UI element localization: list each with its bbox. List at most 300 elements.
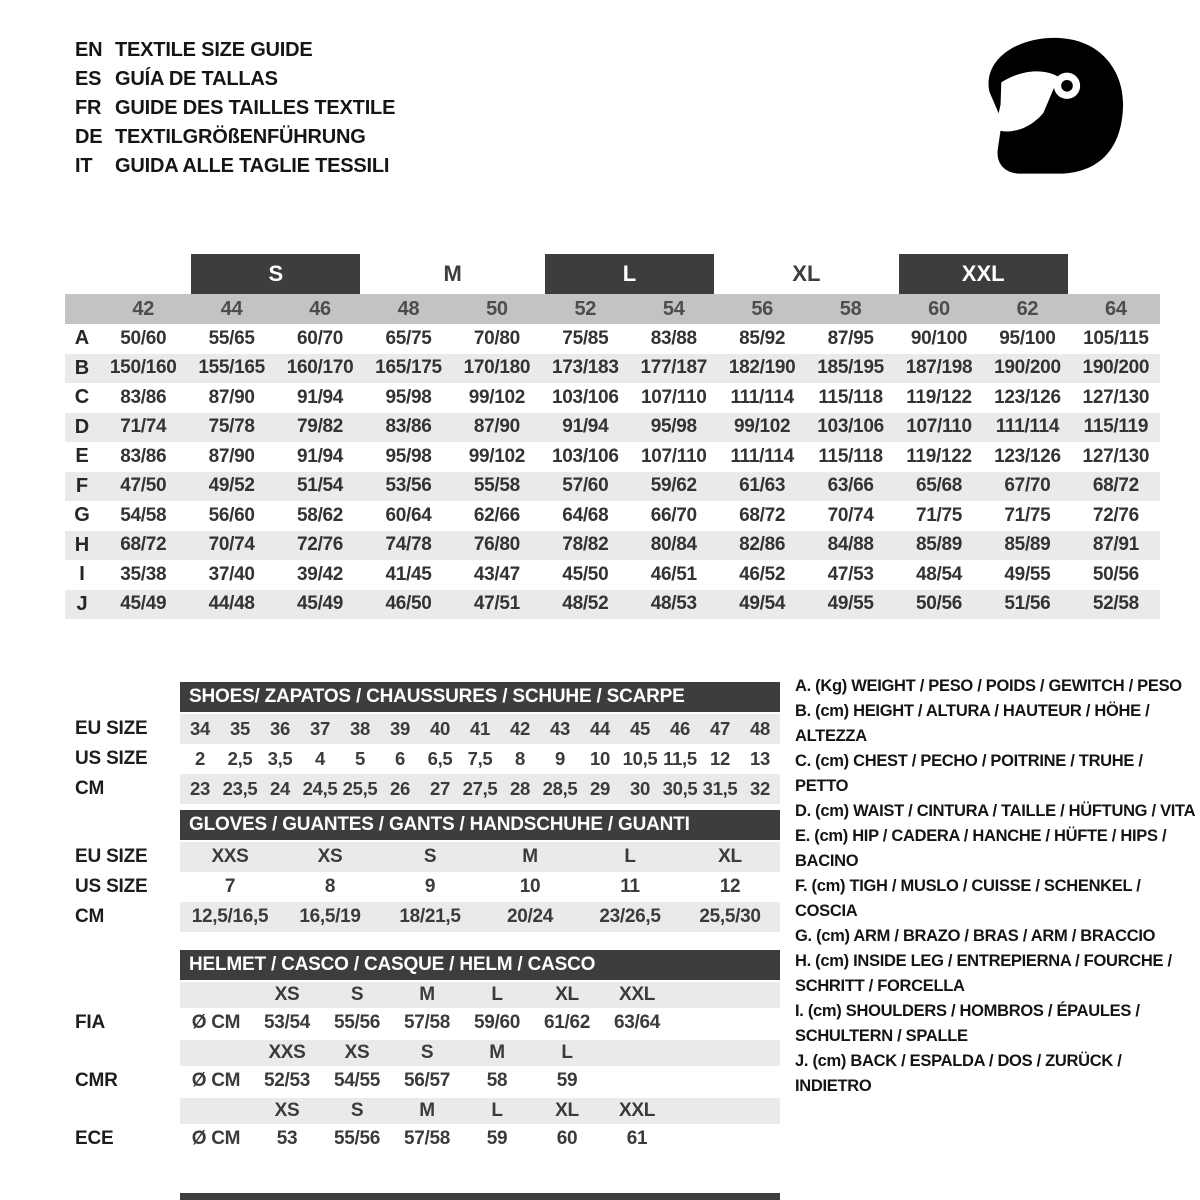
cell-value: 4: [315, 748, 325, 769]
cell-value: S: [420, 1042, 434, 1063]
language-row: [75, 65, 395, 94]
legend-line: D. (cm) WAIST / CINTURA / TAILLE / HÜFTUNG / VITA: [795, 802, 1196, 820]
size-value: 64/68: [562, 504, 609, 526]
row-values: [180, 1066, 780, 1096]
size-value: 95/100: [999, 327, 1056, 349]
cell-value: 31,5: [702, 778, 738, 799]
guide-title: GUIDE DES TAILLES TEXTILE: [115, 97, 396, 119]
helmet-standard-row: [75, 1066, 780, 1096]
cell-value: XS: [344, 1042, 370, 1063]
size-group-xl: [718, 254, 895, 294]
size-value: 45/50: [562, 563, 609, 585]
cell-value: 47: [710, 718, 730, 739]
language-row: [75, 123, 395, 152]
size-value: 170/180: [463, 357, 531, 379]
cell-value: 9: [555, 748, 565, 769]
cell-value: 44: [590, 718, 610, 739]
cell-value: 5: [355, 748, 365, 769]
helmet-size-row: [75, 982, 780, 1008]
gloves-header-row: [75, 810, 780, 840]
size-value: 80/84: [650, 534, 697, 556]
size-value: 48/52: [562, 593, 609, 615]
size-value: 47/51: [473, 593, 520, 615]
cell-value: 28,5: [542, 778, 578, 799]
apparel-row-a: [65, 324, 1160, 354]
size-value: 87/90: [473, 416, 520, 438]
size-value: 46/50: [385, 593, 432, 615]
cell-value: 57/58: [403, 1128, 451, 1149]
gloves-section-title: GLOVES / GUANTES / GANTS / HANDSCHUHE / GUANTI: [180, 810, 780, 840]
size-value: 68/72: [1092, 475, 1139, 497]
size-value: 61/63: [739, 475, 786, 497]
size-value: 70/74: [827, 504, 874, 526]
size-value: 115/118: [818, 386, 883, 408]
cell-value: 11: [620, 876, 640, 897]
size-value: 43/47: [473, 563, 520, 585]
cell-value: 57/58: [403, 1012, 451, 1033]
size-value: 105/115: [1083, 327, 1149, 349]
cell-value: 24,5: [302, 778, 338, 799]
size-group-m: [364, 254, 541, 294]
cell-value: 16,5/19: [299, 906, 361, 927]
gloves-rows: [75, 842, 780, 932]
size-value: 71/74: [120, 416, 167, 438]
size-value: 187/198: [905, 357, 973, 379]
helmet-standard-row: [75, 1008, 780, 1038]
size-value: 99/102: [468, 386, 526, 408]
legend-line: C. (cm) CHEST / PECHO / POITRINE / TRUHE / PETTO: [795, 752, 1143, 795]
size-column-header: 52: [574, 297, 597, 320]
cell-value: 30,5: [662, 778, 698, 799]
cell-value: S: [423, 846, 437, 867]
diameter-label: Ø CM: [191, 1012, 241, 1033]
size-column-header: 62: [1016, 297, 1039, 320]
cell-value: 55/56: [333, 1128, 381, 1149]
size-value: 51/56: [1004, 593, 1051, 615]
size-value: 54/58: [120, 504, 167, 526]
cell-value: XXS: [268, 1042, 306, 1063]
size-group-label: XL: [792, 261, 821, 286]
cell-value: 7: [224, 876, 236, 897]
helmet-section-title: HELMET / CASCO / CASQUE / HELM / CASCO: [180, 950, 780, 980]
helmet-rows: [75, 982, 780, 1154]
legend-entry: [795, 999, 1199, 1049]
size-value: 83/88: [650, 327, 697, 349]
size-value: 103/106: [552, 386, 619, 408]
size-value: 39/42: [297, 563, 344, 585]
language-code: IT: [75, 155, 93, 177]
size-value: 99/102: [468, 445, 526, 467]
apparel-table-body: [65, 324, 1160, 619]
cell-value: L: [491, 1100, 503, 1121]
size-value: 49/55: [1004, 563, 1051, 585]
legend-line: J. (cm) BACK / ESPALDA / DOS / ZURÜCK / INDIETRO: [795, 1052, 1122, 1095]
legend-entry: [795, 924, 1199, 949]
legend-line: I. (cm) SHOULDERS / HOMBROS / ÉPAULES /: [795, 1002, 1140, 1020]
row-letter: A: [74, 327, 90, 350]
size-value: 65/68: [915, 475, 963, 497]
cell-value: 54/55: [333, 1070, 381, 1091]
size-value: 99/102: [734, 416, 791, 438]
cell-value: 26: [390, 778, 410, 799]
legend-line: A. (Kg) WEIGHT / PESO / POIDS / GEWITCH / PESO: [795, 677, 1182, 695]
row-letter: I: [79, 563, 85, 586]
size-group-xxl: [895, 254, 1072, 294]
size-column-header: 48: [397, 297, 420, 320]
guide-title: GUÍA DE TALLAS: [115, 68, 278, 90]
legend-line: E. (cm) HIP / CADERA / HANCHE / HÜFTE / HIPS / BACINO: [795, 827, 1167, 870]
size-value: 123/126: [994, 386, 1061, 408]
size-value: 84/88: [827, 534, 874, 556]
size-value: 185/195: [817, 357, 884, 379]
size-value: 155/165: [198, 357, 265, 379]
standard-label: [75, 982, 180, 1008]
shoes-header-row: [75, 682, 780, 712]
table-row: [75, 872, 780, 902]
spacer: [75, 810, 180, 840]
row-label: CM: [75, 778, 105, 799]
size-value: 59/62: [650, 475, 697, 497]
cell-value: 41: [470, 718, 490, 739]
size-value: 95/98: [385, 386, 432, 408]
racing-helmet-icon: [975, 26, 1141, 194]
cell-value: 35: [230, 718, 250, 739]
size-column-header: 60: [928, 297, 950, 320]
helmet-size-row: [75, 1040, 780, 1066]
standard-label: [75, 1098, 180, 1124]
cell-value: 43: [550, 718, 570, 739]
cell-value: 6: [395, 748, 405, 769]
cell-value: 30: [630, 778, 650, 799]
cell-value: M: [489, 1042, 505, 1063]
size-value: 50/60: [120, 327, 167, 349]
legend-line: SCHULTERN / SPALLE: [795, 1027, 968, 1045]
size-value: 75/85: [562, 327, 609, 349]
cell-value: 32: [750, 778, 770, 799]
language-row: [75, 152, 395, 181]
size-value: 82/86: [739, 534, 786, 556]
size-value: 111/114: [995, 416, 1060, 438]
size-value: 127/130: [1082, 445, 1150, 467]
size-value: 115/119: [1083, 416, 1149, 438]
size-value: 165/175: [375, 357, 442, 379]
shoes-rows: [75, 714, 780, 804]
legend-line: B. (cm) HEIGHT / ALTURA / HAUTEUR / HÖHE / ALTEZZA: [795, 702, 1150, 745]
cell-value: 29: [590, 778, 610, 799]
cell-value: L: [561, 1042, 573, 1063]
size-value: 160/170: [286, 357, 354, 379]
cell-value: 61/62: [543, 1012, 591, 1033]
size-value: 37/40: [208, 563, 255, 585]
size-value: 91/94: [297, 386, 344, 408]
cell-value: 46: [670, 718, 690, 739]
standard-label: CMR: [75, 1070, 118, 1091]
cell-value: 10: [590, 748, 610, 769]
cell-value: M: [522, 846, 538, 867]
row-values: [180, 1008, 780, 1038]
cell-value: 12: [719, 876, 741, 897]
size-value: 70/74: [208, 534, 255, 556]
standard-label: ECE: [75, 1128, 114, 1149]
cell-value: 59/60: [473, 1012, 521, 1033]
size-value: 85/92: [739, 327, 786, 349]
size-value: 50/56: [1092, 563, 1139, 585]
language-code: EN: [75, 39, 103, 61]
cell-value: 20/24: [506, 906, 554, 927]
size-value: 190/200: [1082, 357, 1150, 379]
size-value: 103/106: [817, 416, 884, 438]
cell-value: 28: [510, 778, 530, 799]
size-value: 83/86: [385, 416, 432, 438]
language-title-list: [75, 36, 395, 181]
size-value: 51/54: [297, 475, 344, 497]
apparel-row-d: [65, 413, 1160, 443]
row-letter: D: [74, 415, 90, 438]
size-value: 56/60: [208, 504, 255, 526]
cell-value: 10: [519, 876, 541, 897]
cell-value: 37: [310, 718, 330, 739]
size-value: 85/89: [915, 534, 963, 556]
row-letter: F: [75, 474, 89, 497]
cell-value: 9: [424, 876, 436, 897]
size-group-label: L: [545, 254, 714, 294]
cell-value: 59: [556, 1070, 578, 1091]
size-value: 46/52: [739, 563, 786, 585]
size-value: 75/78: [208, 416, 255, 438]
size-column-header: 44: [220, 297, 243, 320]
row-values: [180, 714, 780, 744]
size-value: 71/75: [1004, 504, 1051, 526]
size-value: 103/106: [552, 445, 619, 467]
size-group-label: XXL: [899, 254, 1068, 294]
cell-value: 59: [486, 1128, 508, 1149]
cell-value: 3,5: [267, 748, 293, 769]
diameter-label: Ø CM: [191, 1070, 241, 1091]
size-value: 47/53: [827, 563, 874, 585]
size-value: 45/49: [297, 593, 344, 615]
cell-value: XXS: [211, 846, 249, 867]
cell-value: 38: [350, 718, 370, 739]
row-values: [180, 1040, 780, 1066]
language-row: [75, 94, 395, 123]
row-values: [180, 744, 780, 774]
cell-value: 8: [324, 876, 336, 897]
cell-value: 23: [190, 778, 210, 799]
row-label: US SIZE: [75, 876, 148, 897]
size-value: 85/89: [1004, 534, 1051, 556]
row-letter: B: [74, 356, 90, 379]
size-value: 190/200: [994, 357, 1061, 379]
legend-line: F. (cm) TIGH / MUSLO / CUISSE / SCHENKEL / COSCIA: [795, 877, 1141, 920]
cell-value: 12: [710, 748, 730, 769]
cell-value: XS: [317, 846, 343, 867]
size-value: 55/58: [473, 475, 520, 497]
cell-value: 42: [510, 718, 530, 739]
size-column-header: 46: [309, 297, 331, 320]
size-value: 44/48: [208, 593, 255, 615]
size-column-header: 42: [132, 297, 155, 320]
size-value: 111/114: [730, 445, 794, 467]
cell-value: XXL: [618, 1100, 656, 1121]
size-value: 65/75: [385, 327, 432, 349]
language-code: ES: [75, 68, 102, 90]
cell-value: XS: [274, 984, 300, 1005]
cell-value: 23,5: [222, 778, 258, 799]
size-group-s: [187, 254, 364, 294]
cell-value: 63/64: [613, 1012, 661, 1033]
cell-value: 25,5/30: [699, 906, 761, 927]
cell-value: 52/53: [263, 1070, 311, 1091]
size-value: 71/75: [915, 504, 963, 526]
cell-value: XS: [274, 1100, 300, 1121]
size-value: 95/98: [650, 416, 697, 438]
cell-value: L: [624, 846, 636, 867]
size-value: 182/190: [728, 357, 796, 379]
apparel-row-e: [65, 442, 1160, 472]
size-value: 63/66: [827, 475, 874, 497]
shoes-section: [75, 682, 780, 804]
size-value: 45/49: [120, 593, 167, 615]
cell-value: 45: [630, 718, 650, 739]
spacer: [75, 950, 180, 980]
cell-value: 24: [270, 778, 290, 799]
size-group-label: M: [443, 261, 462, 286]
size-value: 52/58: [1092, 593, 1139, 615]
cell-value: 39: [390, 718, 410, 739]
size-value: 49/55: [827, 593, 874, 615]
row-values: [180, 872, 780, 902]
size-value: 41/45: [385, 563, 432, 585]
size-value: 68/72: [120, 534, 167, 556]
cell-value: M: [419, 984, 435, 1005]
size-value: 87/91: [1092, 534, 1139, 556]
size-value: 123/126: [994, 445, 1061, 467]
size-value: 107/110: [640, 386, 707, 408]
guide-title: TEXTILE SIZE GUIDE: [115, 39, 313, 61]
size-value: 87/90: [208, 386, 255, 408]
helmet-size-row: [75, 1098, 780, 1124]
legend-entry: [795, 699, 1199, 749]
size-column-header: 50: [486, 297, 508, 320]
size-value: 107/110: [640, 445, 707, 467]
size-value: 60/64: [385, 504, 432, 526]
standard-label: FIA: [75, 1012, 106, 1033]
size-value: 70/80: [473, 327, 520, 349]
legend-entry: [795, 949, 1199, 999]
table-row: [75, 842, 780, 872]
legend-entry: [795, 799, 1199, 824]
row-letter: J: [76, 592, 88, 615]
size-value: 91/94: [297, 445, 344, 467]
size-value: 55/65: [208, 327, 255, 349]
cell-value: 25,5: [342, 778, 378, 799]
size-value: 60/70: [297, 327, 344, 349]
size-value: 173/183: [552, 357, 619, 379]
cell-value: 36: [270, 718, 290, 739]
cell-value: 34: [190, 718, 210, 739]
row-label: EU SIZE: [75, 846, 148, 867]
legend-line: SCHRITT / FORCELLA: [795, 977, 965, 995]
group-spacer: [65, 254, 187, 294]
size-value: 83/86: [120, 445, 167, 467]
cell-value: 56/57: [403, 1070, 451, 1091]
apparel-row-b: [65, 354, 1160, 384]
spacer: [75, 682, 180, 712]
size-value: 46/51: [650, 563, 697, 585]
shoes-section-title: SHOES/ ZAPATOS / CHAUSSURES / SCHUHE / SCARPE: [180, 682, 780, 712]
size-value: 74/78: [385, 534, 432, 556]
cell-value: 13: [750, 748, 770, 769]
size-value: 115/118: [818, 445, 883, 467]
helmet-header-row: [75, 950, 780, 980]
legend-entry: [795, 824, 1199, 874]
cell-value: 12,5/16,5: [191, 906, 269, 927]
row-values: [180, 842, 780, 872]
size-value: 87/95: [827, 327, 874, 349]
size-value: 72/76: [1092, 504, 1139, 526]
cell-value: 7,5: [467, 748, 493, 769]
size-value: 58/62: [297, 504, 344, 526]
measurement-legend: [795, 674, 1199, 1099]
apparel-size-table: [65, 254, 1160, 619]
cell-value: XL: [555, 1100, 579, 1121]
size-value: 67/70: [1004, 475, 1051, 497]
cell-value: S: [350, 984, 364, 1005]
cell-value: XL: [718, 846, 742, 867]
apparel-row-c: [65, 383, 1160, 413]
standard-label: [75, 1040, 180, 1066]
cell-value: M: [419, 1100, 435, 1121]
size-column-header: 54: [662, 297, 685, 320]
cell-value: XXL: [618, 984, 656, 1005]
size-value: 35/38: [120, 563, 167, 585]
cell-value: 58: [486, 1070, 508, 1091]
apparel-row-g: [65, 501, 1160, 531]
table-row: [75, 902, 780, 932]
legend-entry: [795, 1049, 1199, 1099]
apparel-row-f: [65, 472, 1160, 502]
cell-value: 48: [750, 718, 770, 739]
legend-entry: [795, 749, 1199, 799]
row-label: US SIZE: [75, 748, 148, 769]
cell-value: 11,5: [663, 748, 697, 769]
row-label: EU SIZE: [75, 718, 148, 739]
language-code: DE: [75, 126, 103, 148]
size-value: 76/80: [473, 534, 520, 556]
legend-line: H. (cm) INSIDE LEG / ENTREPIERNA / FOURCHE /: [795, 952, 1172, 970]
size-group-row: [65, 254, 1160, 294]
size-value: 177/187: [640, 357, 708, 379]
cell-value: 18/21,5: [399, 906, 461, 927]
cell-value: 23/26,5: [599, 906, 661, 927]
size-value: 83/86: [120, 386, 167, 408]
size-number-row: [65, 294, 1160, 324]
gloves-section: [75, 810, 780, 932]
size-value: 53/56: [385, 475, 432, 497]
size-value: 48/53: [650, 593, 697, 615]
size-value: 68/72: [739, 504, 786, 526]
size-value: 107/110: [906, 416, 972, 438]
cutoff-section-bar: [180, 1193, 780, 1200]
cell-value: 2,5: [227, 748, 253, 769]
cell-value: 53: [276, 1128, 298, 1149]
row-letter: H: [74, 533, 90, 556]
cell-value: XL: [555, 984, 579, 1005]
size-value: 48/54: [915, 563, 963, 585]
size-value: 62/66: [473, 504, 520, 526]
legend-entry: [795, 874, 1199, 924]
size-column-header: 58: [839, 297, 862, 320]
